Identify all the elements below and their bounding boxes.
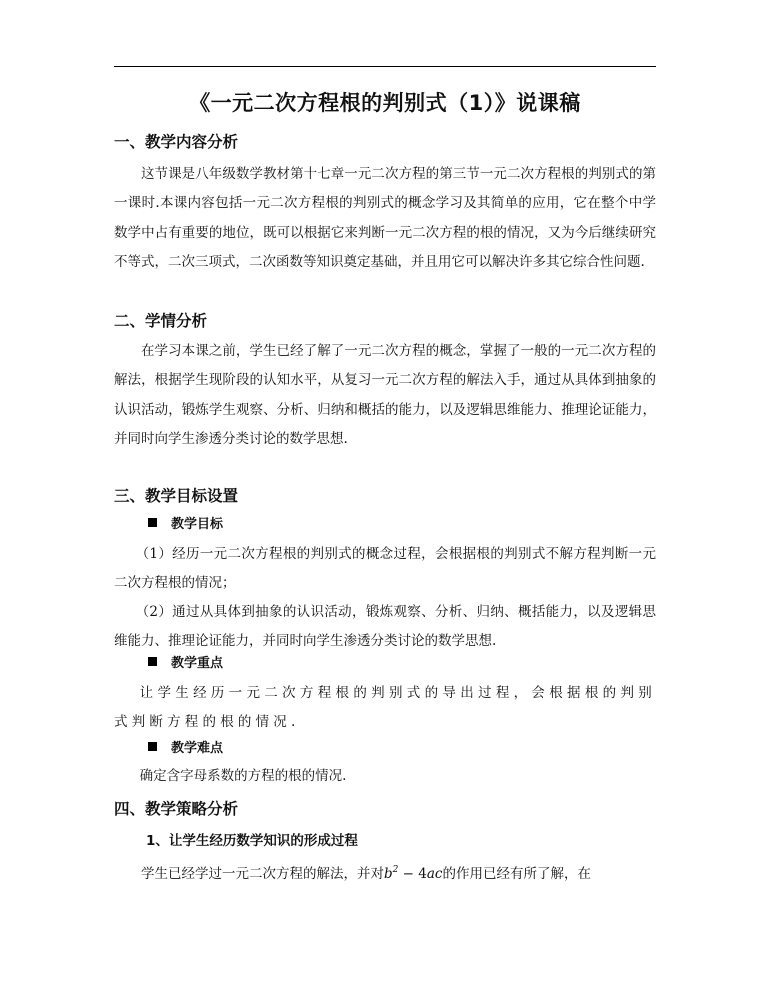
section-heading-goal-setting: 三、教学目标设置 <box>114 487 239 505</box>
section-heading-content-analysis: 一、教学内容分析 <box>114 133 239 151</box>
bullet-teaching-goal <box>148 514 223 536</box>
document-title: 《一元二次方程根的判别式（1）》说课稿 <box>189 91 581 115</box>
strategy-text-after: 的作用已经有所了解，在 <box>442 866 591 882</box>
header-rule <box>114 66 656 67</box>
section-heading-student-analysis: 二、学情分析 <box>114 312 208 330</box>
square-bullet-icon <box>148 742 157 751</box>
bullet-teaching-difficulty <box>148 738 223 760</box>
paragraph-teaching-difficulty: 确定含字母系数的方程的根的情况. <box>139 768 347 784</box>
square-bullet-icon <box>148 518 157 527</box>
formula-b: b <box>384 866 393 882</box>
paragraph-content-analysis: 这节课是八年级数学教材第十七章一元二次方程的第三节一元二次方程根的判别式的第一课时.本课内容包括一元二次方程根的判别式的概念学习及其简单的应用，它在整个中学数学中占有重要的地位，既可以根据它来判断一元二次方程的根的情况，又为今后继续研究不等式，二次三项式，二次函数等知识奠定基础，并且用它可以解决许多其它综合性问题. <box>114 166 656 270</box>
section-heading-strategy: 四、教学策略分析 <box>114 800 239 818</box>
formula-minus-four: − 4 <box>398 866 427 882</box>
bullet-label: 教学目标 <box>171 517 224 532</box>
sub-heading-strategy-1: 1、让学生经历数学知识的形成过程 <box>146 833 358 849</box>
formula-exponent: 2 <box>392 865 399 875</box>
formula-discriminant <box>384 866 442 882</box>
paragraph-strategy <box>114 860 656 889</box>
paragraph-student-analysis: 在学习本课之前，学生已经了解了一元二次方程的概念，掌握了一般的一元二次方程的解法，根据学生现阶段的认知水平，从复习一元二次方程的解法入手，通过从具体到抽象的认识活动，锻炼学生观察、分析、归纳和概括的能力，以及逻辑思维能力、推理论证能力，并同时向学生渗透分类讨论的数学思想. <box>114 343 656 447</box>
formula-ac: ac <box>426 866 443 882</box>
square-bullet-icon <box>148 657 157 666</box>
goal-item-2: （2）通过从具体到抽象的认识活动，锻炼观察、分析、归纳、概括能力，以及逻辑思维能力、推理论证能力，并同时向学生渗透分类讨论的数学思想. <box>114 604 656 650</box>
bullet-label: 教学难点 <box>171 741 224 756</box>
goal-item-1: （1）经历一元二次方程根的判别式的概念过程，会根据根的判别式不解方程判断一元二次方程根的情况； <box>114 546 656 592</box>
bullet-teaching-key <box>148 653 223 675</box>
strategy-text-before: 学生已经学过一元二次方程的解法，并对 <box>141 866 384 882</box>
paragraph-teaching-key: 让学生经历一元二次方程根的判别式的导出过程，会根据根的判别式判断方程的根的情况. <box>114 685 656 731</box>
bullet-label: 教学重点 <box>171 656 224 671</box>
